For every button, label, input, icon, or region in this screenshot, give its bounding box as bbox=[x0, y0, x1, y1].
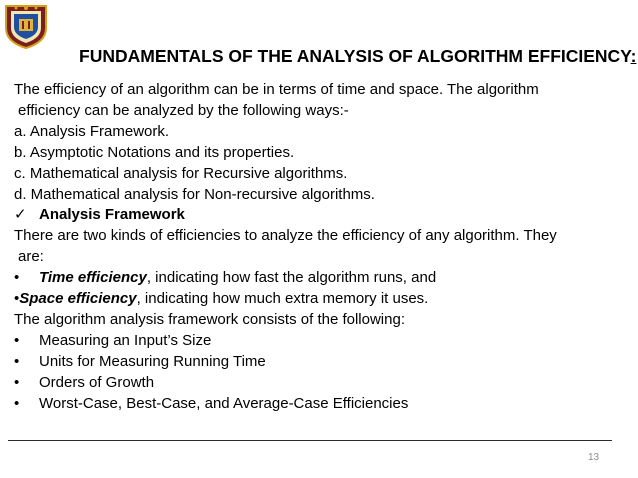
list-item: b. Asymptotic Notations and its properties. bbox=[14, 143, 295, 161]
time-efficiency-desc: , indicating how fast the algorithm runs, and bbox=[146, 269, 437, 287]
time-efficiency-item bbox=[14, 268, 630, 289]
list-item: d. Mathematical analysis for Non-recursive algorithms. bbox=[14, 185, 375, 203]
list-item: a. Analysis Framework. bbox=[14, 122, 170, 140]
section-heading-row bbox=[14, 205, 630, 226]
framework-intro: The algorithm analysis framework consists of the following: bbox=[14, 310, 405, 328]
university-crest-icon bbox=[2, 2, 50, 50]
space-efficiency-item bbox=[14, 289, 630, 310]
bullet-icon: • bbox=[14, 290, 20, 308]
bullet-icon: • bbox=[14, 352, 20, 370]
bullet-icon: • bbox=[14, 331, 20, 349]
slide-title-colon: : bbox=[630, 46, 637, 66]
bullet-icon: • bbox=[14, 269, 20, 287]
section-heading: Analysis Framework bbox=[39, 206, 185, 224]
list-item bbox=[14, 373, 630, 394]
framework-item: Measuring an Input’s Size bbox=[39, 331, 212, 349]
slide-title-text: FUNDAMENTALS OF THE ANALYSIS OF ALGORITHM EFFICIENCY bbox=[79, 46, 631, 66]
list-item bbox=[14, 331, 630, 352]
list-item: c. Mathematical analysis for Recursive algorithms. bbox=[14, 164, 348, 182]
framework-item: Worst-Case, Best-Case, and Average-Case Efficiencies bbox=[39, 394, 409, 412]
checkmark-icon: ✓ bbox=[14, 206, 27, 224]
intro-line: efficiency can be analyzed by the following ways:- bbox=[18, 101, 349, 119]
framework-item: Units for Measuring Running Time bbox=[39, 352, 266, 370]
bullet-icon: • bbox=[14, 394, 20, 412]
slide-title bbox=[79, 46, 636, 67]
list-item bbox=[14, 352, 630, 373]
footer-divider bbox=[8, 440, 612, 441]
space-efficiency-desc: , indicating how much extra memory it uses. bbox=[136, 290, 429, 308]
intro-line: The efficiency of an algorithm can be in terms of time and space. The algorithm bbox=[14, 81, 539, 98]
bullet-icon: • bbox=[14, 373, 20, 391]
slide-body bbox=[14, 80, 630, 415]
kinds-line: There are two kinds of efficiencies to analyze the efficiency of any algorithm. They bbox=[14, 227, 557, 245]
framework-item: Orders of Growth bbox=[39, 373, 155, 391]
kinds-line: are: bbox=[18, 248, 44, 266]
time-efficiency-term: Time efficiency bbox=[39, 269, 147, 287]
space-efficiency-term: Space efficiency bbox=[19, 290, 137, 308]
list-item bbox=[14, 394, 630, 415]
page-number: 13 bbox=[588, 452, 600, 463]
